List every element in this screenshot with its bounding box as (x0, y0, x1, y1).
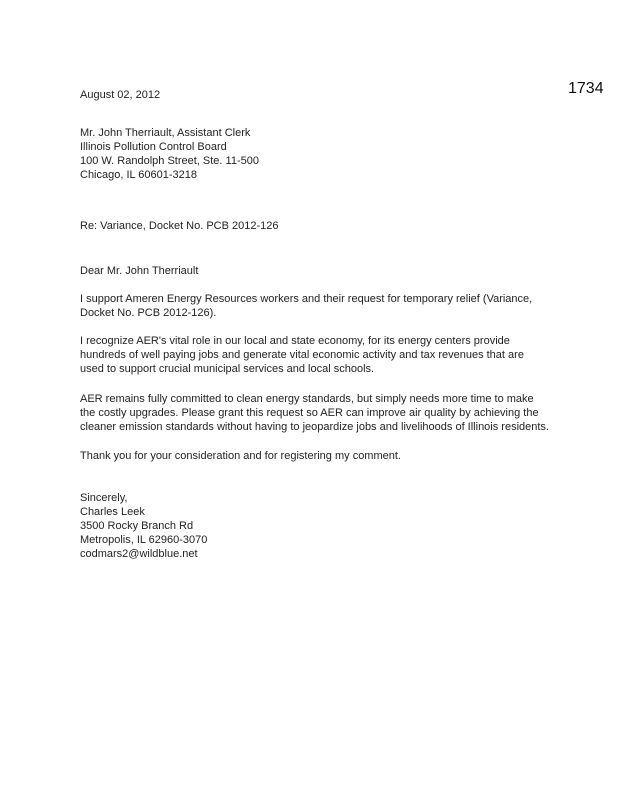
paragraph-line: hundreds of well paying jobs and generate vital economic activity and tax revenues that are (80, 349, 524, 361)
signature-city: Metropolis, IL 62960-3070 (80, 534, 208, 546)
paragraph-line: cleaner emission standards without having to jeopardize jobs and livelihoods of Illinois residents. (80, 421, 549, 433)
signature-block (80, 505, 207, 561)
signature-email: codmars2@wildblue.net (80, 548, 198, 560)
document-number: 1734 (568, 80, 604, 97)
paragraph-line: used to support crucial municipal services and local schools. (80, 363, 375, 375)
recipient-line: Mr. John Therriault, Assistant Clerk (80, 127, 251, 139)
paragraph-line: Thank you for your consideration and for registering my comment. (80, 450, 401, 462)
subject-line: Re: Variance, Docket No. PCB 2012-126 (80, 220, 279, 232)
salutation: Dear Mr. John Therriault (80, 265, 199, 277)
recipient-line: Illinois Pollution Control Board (80, 141, 227, 153)
paragraph-line: I support Ameren Energy Resources workers and their request for temporary relief (Variance, (80, 293, 533, 305)
signature-name: Charles Leek (80, 506, 145, 518)
signature-street: 3500 Rocky Branch Rd (80, 520, 194, 532)
paragraph-line: AER remains fully committed to clean energy standards, but simply needs more time to make (80, 393, 534, 405)
letter-date: August 02, 2012 (80, 89, 161, 101)
paragraph-thanks (80, 449, 401, 463)
paragraph-recognition (80, 334, 524, 376)
paragraph-line: I recognize AER's vital role in our local and state economy, for its energy centers provide (80, 335, 510, 347)
recipient-line: 100 W. Randolph Street, Ste. 11-500 (80, 155, 259, 167)
paragraph-line: the costly upgrades. Please grant this request so AER can improve air quality by achieving the (80, 407, 539, 419)
recipient-line: Chicago, IL 60601-3218 (80, 169, 198, 181)
recipient-address (80, 126, 259, 182)
paragraph-support (80, 292, 532, 320)
closing: Sincerely, (80, 492, 128, 504)
paragraph-commitment (80, 392, 549, 434)
paragraph-line: Docket No. PCB 2012-126). (80, 307, 217, 319)
